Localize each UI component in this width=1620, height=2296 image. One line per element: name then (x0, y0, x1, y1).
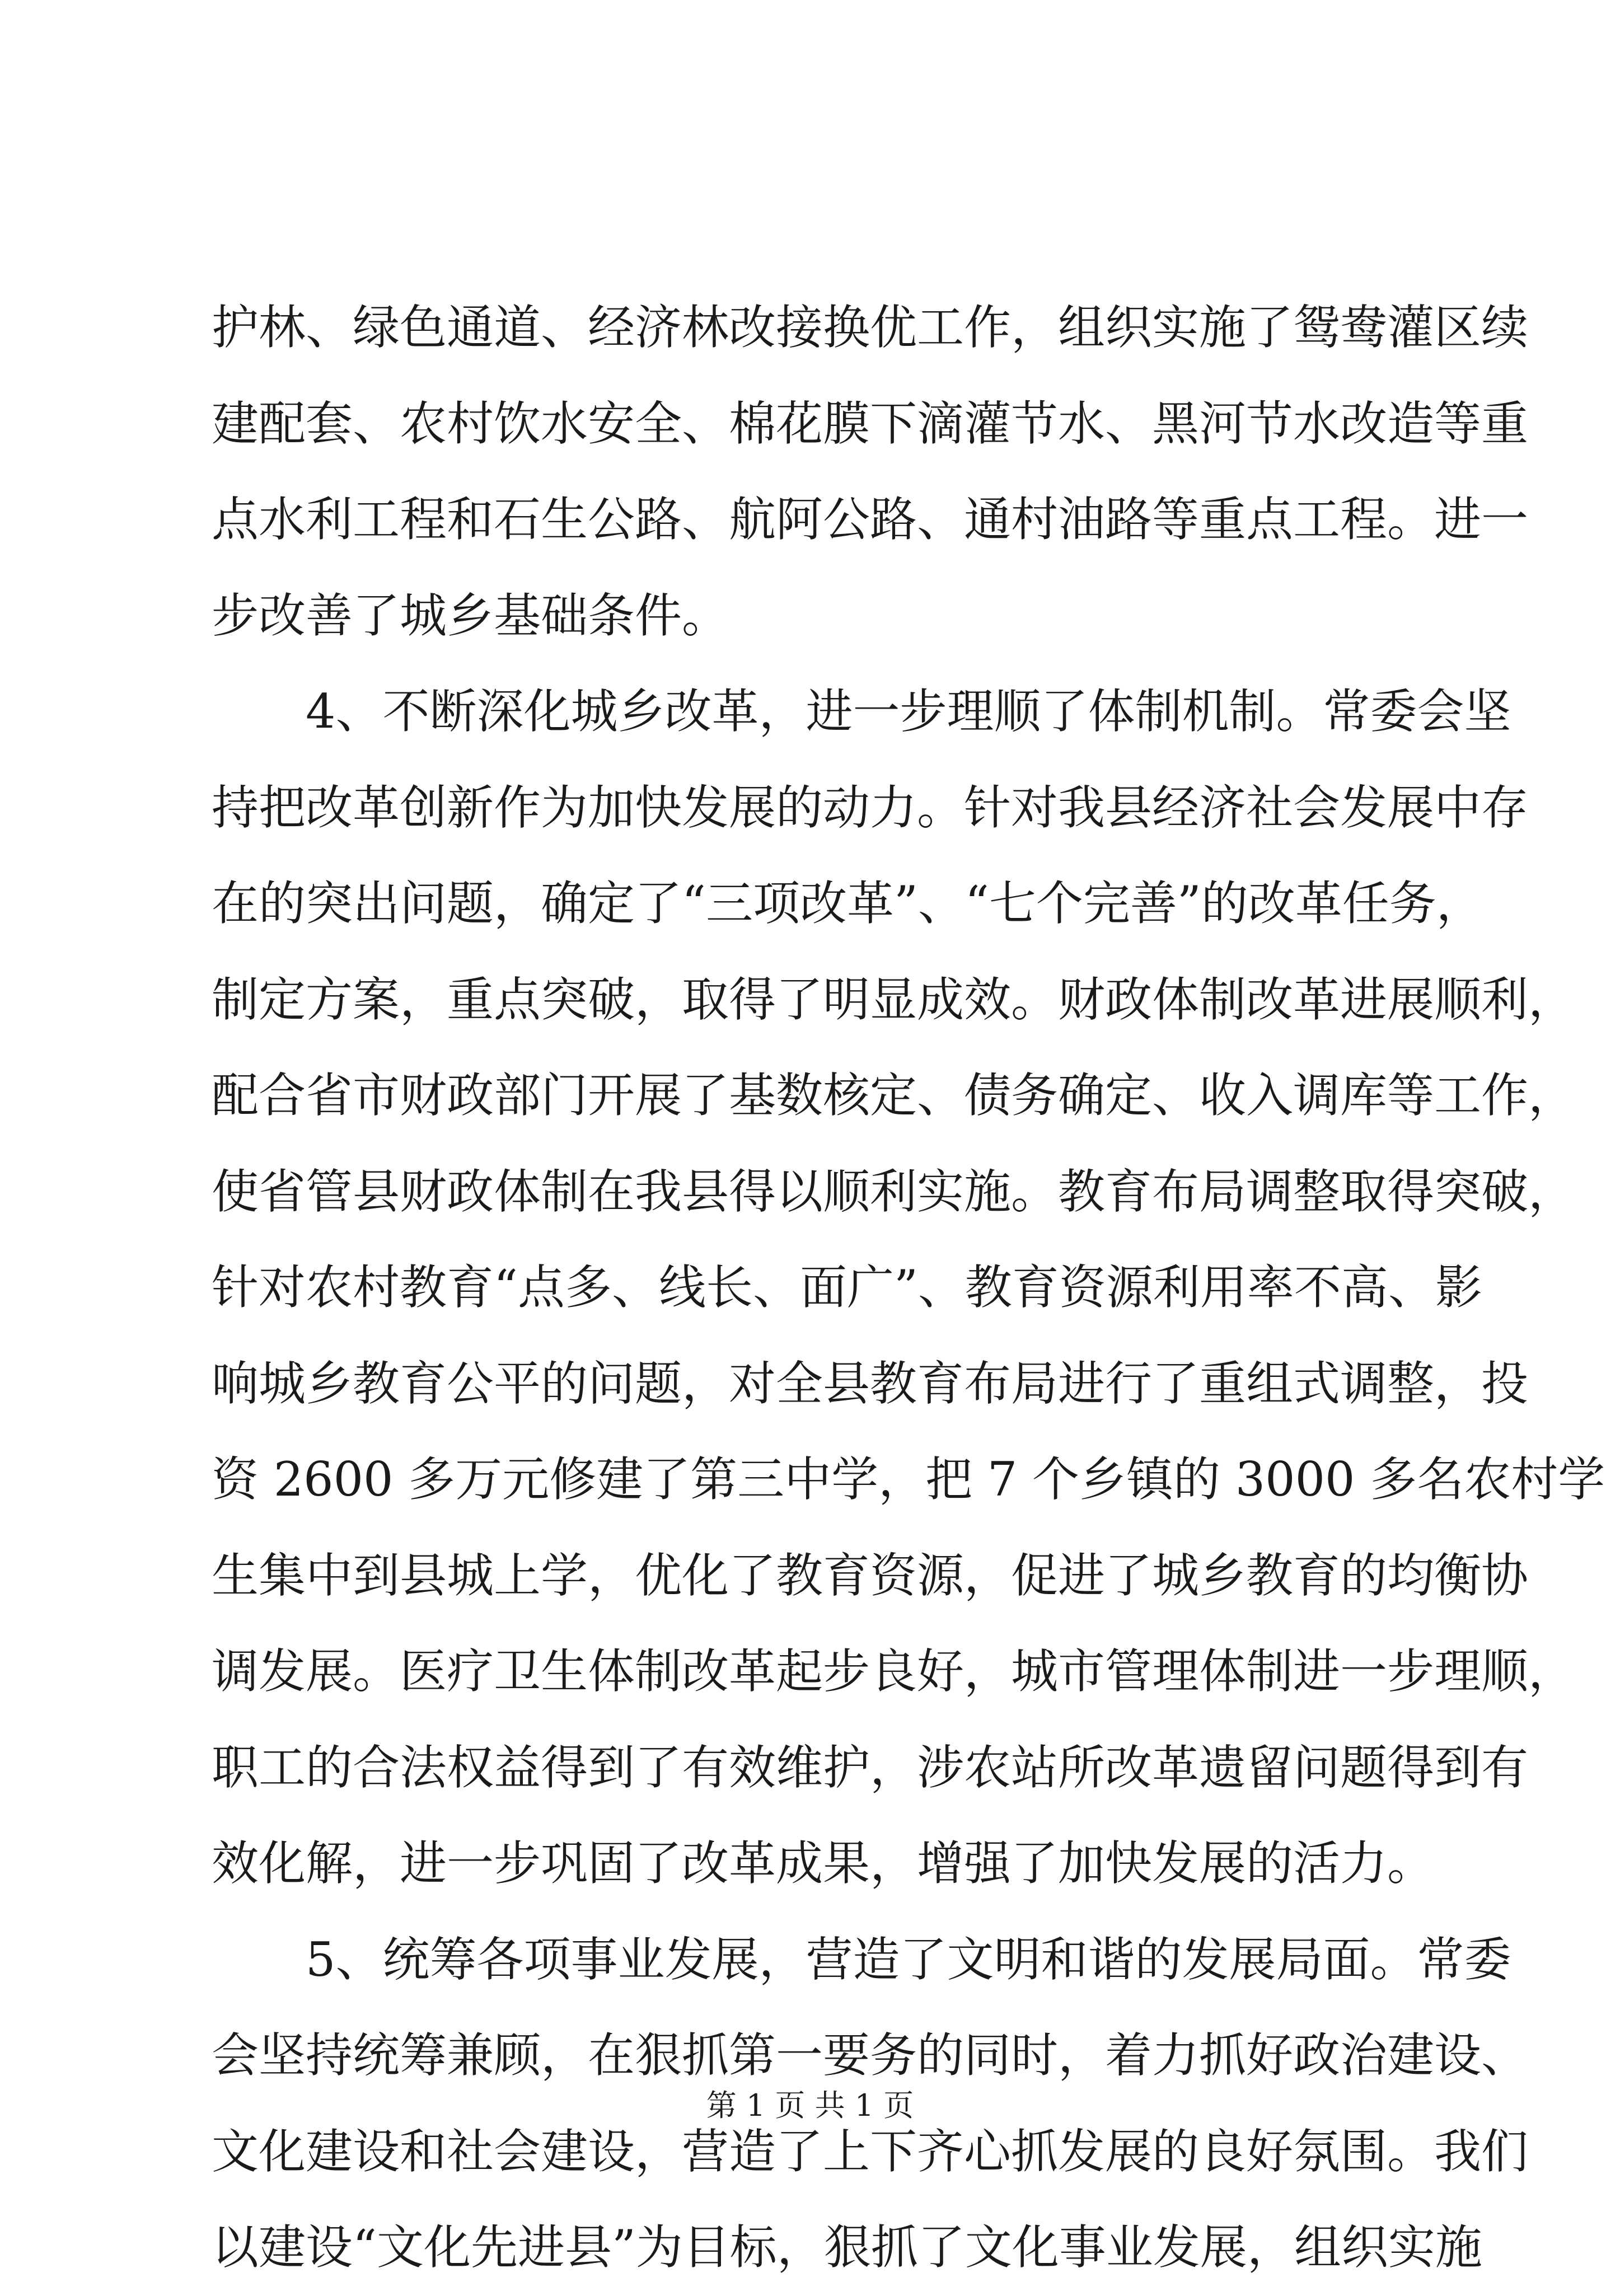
text-line: 步改善了城乡基础条件。 (212, 588, 729, 643)
paragraph (212, 664, 1605, 1912)
text-line: 使省管县财政体制在我县得以顺利实施。教育布局调整取得突破， (212, 1164, 1576, 1219)
text-line: 生集中到县城上学，优化了教育资源，促进了城乡教育的均衡协 (212, 1548, 1529, 1603)
text-line: 会坚持统筹兼顾，在狠抓第一要务的同时，着力抓好政治建设、 (212, 2028, 1529, 2083)
text-line: 职工的合法权益得到了有效维护，涉农站所改革遗留问题得到有 (212, 1740, 1529, 1795)
text-line: 配合省市财政部门开展了基数核定、债务确定、收入调库等工作， (212, 1068, 1576, 1123)
text-line: 资 2600 多万元修建了第三中学，把 7 个乡镇的 3000 多名农村学 (212, 1452, 1605, 1507)
text-line: 点水利工程和石生公路、航阿公路、通村油路等重点工程。进一 (212, 492, 1529, 547)
paragraph (212, 280, 1529, 664)
page-footer: 第 1 页 共 1 页 (706, 2088, 914, 2123)
text-line: 以建设“文化先进县”为目标，狠抓了文化事业发展，组织实施 (212, 2220, 1482, 2275)
text-line: 5、统筹各项事业发展，营造了文明和谐的发展局面。常委 (306, 1932, 1511, 1987)
text-line: 建配套、农村饮水安全、棉花膜下滴灌节水、黑河节水改造等重 (212, 396, 1529, 451)
text-line: 针对农村教育“点多、线长、面广”、教育资源利用率不高、影 (212, 1260, 1482, 1315)
text-line: 在的突出问题，确定了“三项改革”、“七个完善”的改革任务， (212, 876, 1483, 931)
text-line: 持把改革创新作为加快发展的动力。针对我县经济社会发展中存 (212, 780, 1529, 835)
text-line: 文化建设和社会建设，营造了上下齐心抓发展的良好氛围。我们 (212, 2124, 1529, 2179)
text-line: 制定方案，重点突破，取得了明显成效。财政体制改革进展顺利， (212, 972, 1576, 1027)
body-text (212, 280, 1605, 2296)
text-line: 4、不断深化城乡改革，进一步理顺了体制机制。常委会坚 (306, 684, 1511, 739)
text-line: 响城乡教育公平的问题，对全县教育布局进行了重组式调整，投 (212, 1356, 1529, 1411)
text-line: 护林、绿色通道、经济林改接换优工作，组织实施了鸳鸯灌区续 (212, 300, 1529, 355)
text-line: 效化解，进一步巩固了改革成果，增强了加快发展的活力。 (212, 1836, 1435, 1891)
text-line: 调发展。医疗卫生体制改革起步良好，城市管理体制进一步理顺， (212, 1644, 1576, 1699)
